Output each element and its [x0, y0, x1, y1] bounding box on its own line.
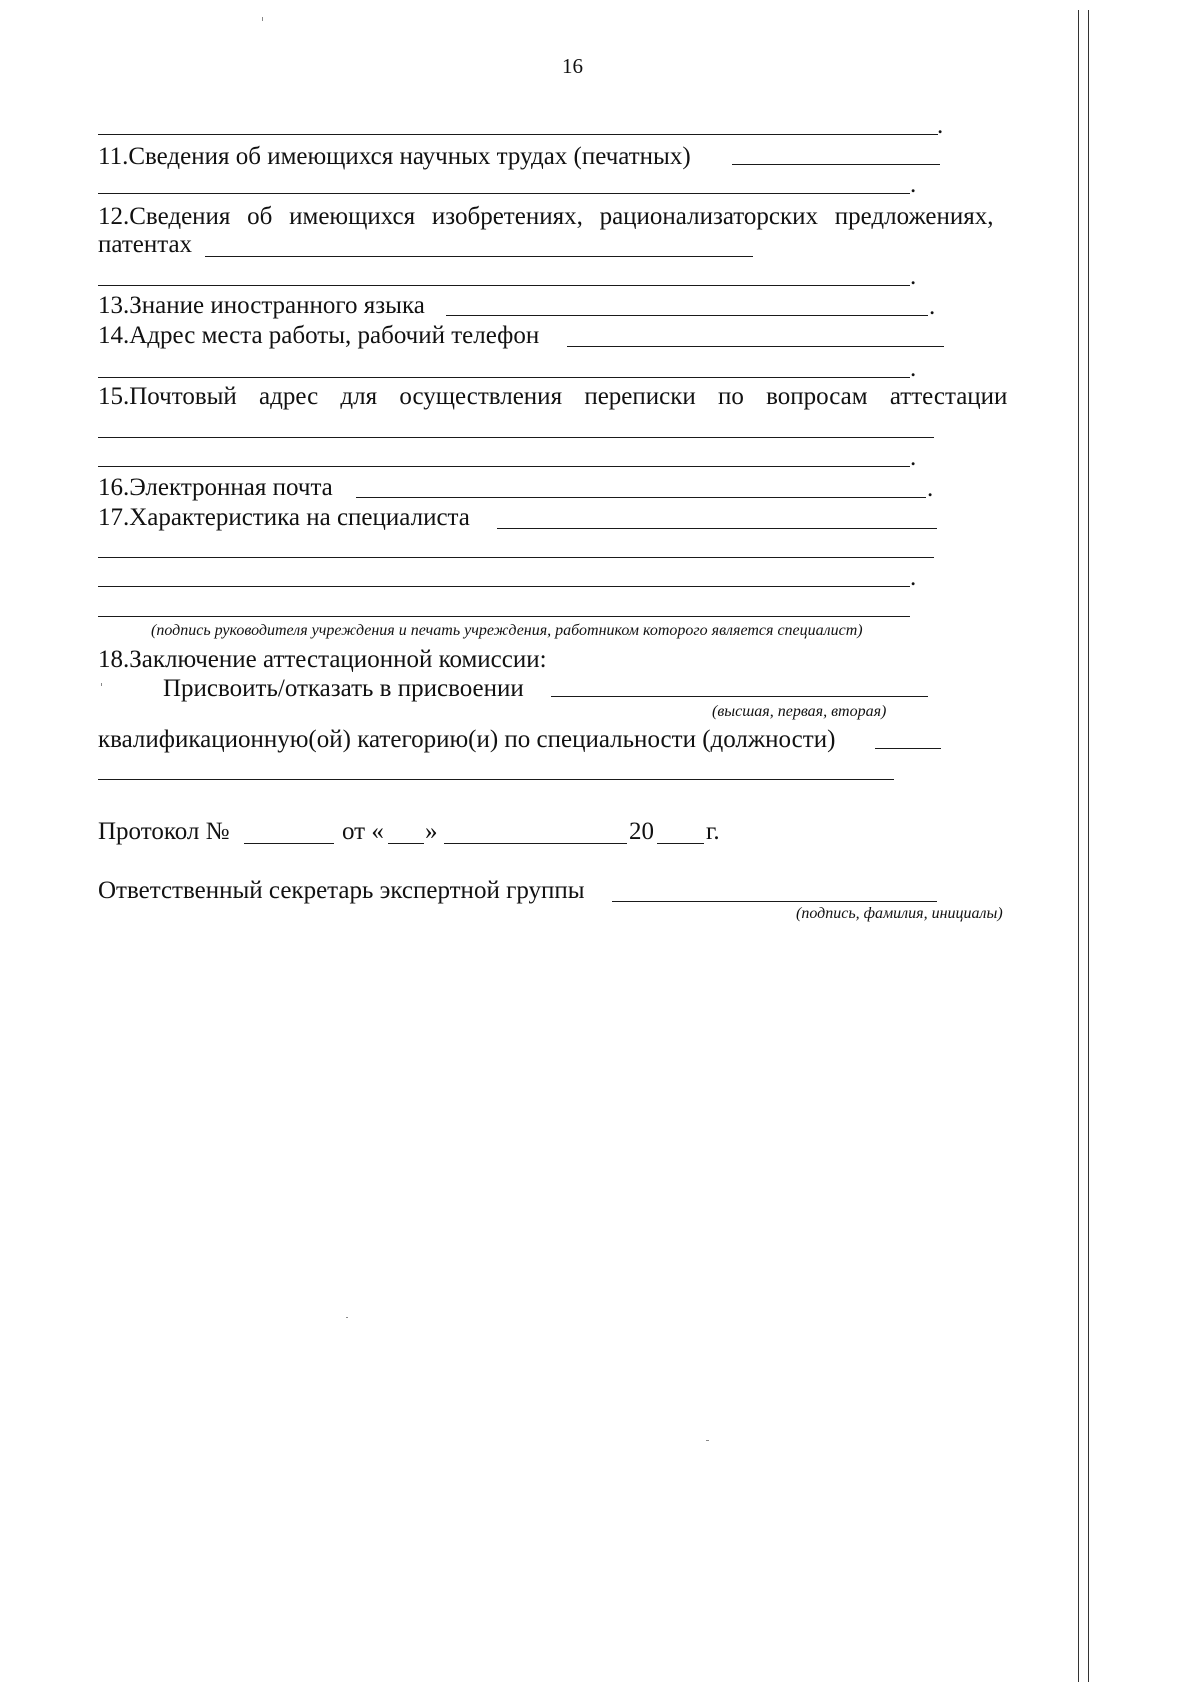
item-16-field[interactable]: [356, 497, 926, 498]
category-field[interactable]: [551, 696, 928, 697]
qualification-label: квалификационную(ой) категорию(и) по специальности (должности): [98, 726, 836, 753]
scan-speck: [262, 17, 263, 21]
period: .: [910, 355, 917, 382]
item-14-field[interactable]: [567, 346, 944, 347]
period: .: [927, 475, 934, 502]
item-17-field-line-2[interactable]: [98, 557, 934, 558]
protocol-month-field[interactable]: [444, 843, 627, 844]
scan-speck: [101, 683, 102, 686]
protocol-day-field[interactable]: [388, 843, 424, 844]
item-17-field-line-3[interactable]: [98, 586, 910, 587]
signature-line[interactable]: [98, 616, 910, 617]
item-14-field-line-2[interactable]: [98, 377, 910, 378]
secretary-signature-field[interactable]: [612, 901, 937, 902]
item-16-label: 16.Электронная почта: [98, 474, 333, 501]
period: .: [937, 112, 944, 139]
protocol-year-suffix: г.: [706, 818, 720, 845]
period: .: [910, 263, 917, 290]
specialty-field-line-2[interactable]: [98, 779, 894, 780]
item-15-field-line-2[interactable]: [98, 466, 910, 467]
item-17-field[interactable]: [497, 528, 937, 529]
protocol-close-quote: »: [425, 818, 438, 845]
protocol-year-prefix: 20: [629, 818, 654, 845]
protocol-label: Протокол №: [98, 818, 230, 845]
page-number: 16: [562, 54, 583, 78]
secretary-label: Ответственный секретарь экспертной группы: [98, 877, 585, 904]
item-14-label: 14.Адрес места работы, рабочий телефон: [98, 322, 540, 349]
period: .: [929, 293, 936, 320]
item-11-label: 11.Сведения об имеющихся научных трудах (печатных): [98, 143, 691, 170]
protocol-number-field[interactable]: [244, 843, 334, 844]
period: .: [910, 564, 917, 591]
item-12-field-line-2[interactable]: [98, 285, 910, 286]
protocol-from-label: от «: [342, 818, 384, 845]
item-12-label-cont: патентах: [98, 231, 193, 258]
item-13-field[interactable]: [446, 315, 928, 316]
head-signature-caption: (подпись руководителя учреждения и печать учреждения, работником которого является специалист): [151, 622, 863, 639]
period: .: [910, 171, 917, 198]
item-15-label: 15.Почтовый адрес для осуществления переписки по вопросам аттестации: [98, 383, 1008, 410]
blank-line[interactable]: [98, 134, 938, 135]
item-18-label: 18.Заключение аттестационной комиссии:: [98, 646, 547, 673]
protocol-year-field[interactable]: [657, 843, 704, 844]
item-11-field[interactable]: [732, 164, 940, 165]
item-12-label: 12.Сведения об имеющихся изобретениях, рационализаторских предложениях,: [98, 203, 994, 230]
period: .: [910, 444, 917, 471]
assign-label: Присвоить/отказать в присвоении: [163, 675, 524, 702]
category-caption: (высшая, первая, вторая): [712, 703, 887, 720]
scan-border-line: [1078, 10, 1079, 1682]
item-17-label: 17.Характеристика на специалиста: [98, 504, 470, 531]
item-11-field-line-2[interactable]: [98, 193, 910, 194]
item-15-field[interactable]: [98, 437, 934, 438]
item-12-field[interactable]: [205, 256, 753, 257]
scan-speck: [706, 1440, 709, 1441]
scan-speck: [346, 1317, 348, 1318]
specialty-field[interactable]: [875, 748, 941, 749]
secretary-signature-caption: (подпись, фамилия, инициалы): [796, 905, 1003, 922]
item-13-label: 13.Знание иностранного языка: [98, 292, 425, 319]
scan-border-line: [1088, 10, 1089, 1682]
